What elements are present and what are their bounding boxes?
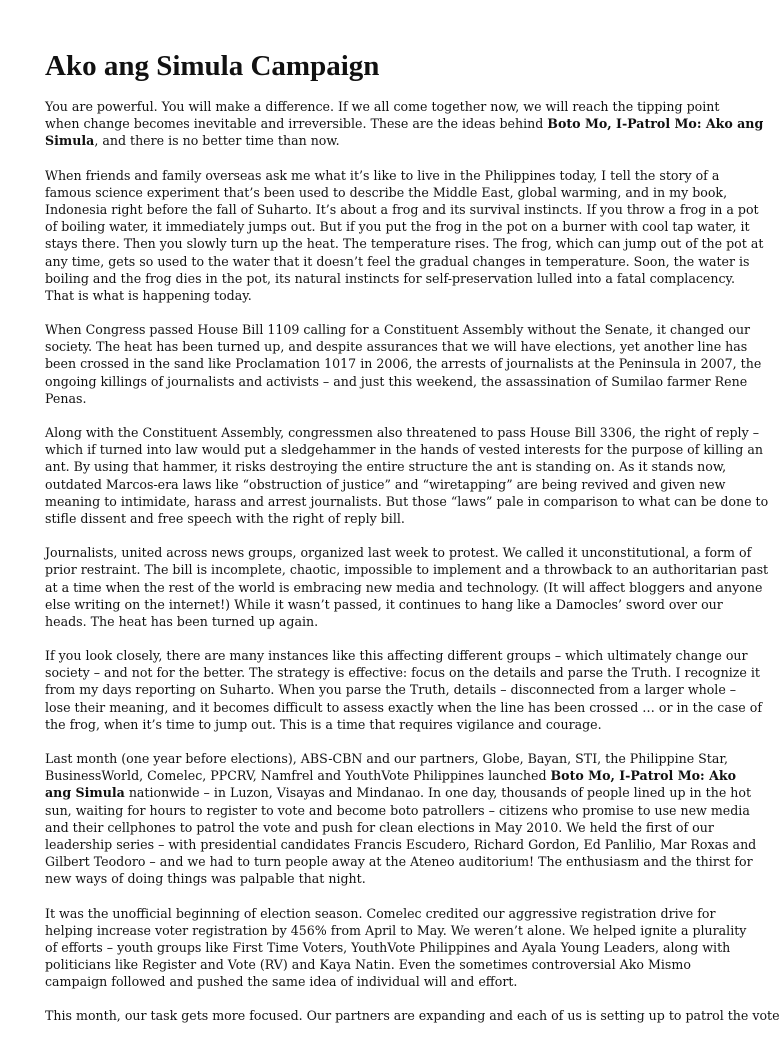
text-line xyxy=(45,836,757,853)
text-run: Penas. xyxy=(45,390,87,406)
text-run: campaign followed and pushed the same idea of individual will and effort. xyxy=(45,974,518,990)
text-line xyxy=(45,441,763,458)
text-line xyxy=(45,767,736,784)
text-line xyxy=(45,596,723,613)
text-line xyxy=(45,802,750,819)
text-line xyxy=(45,561,769,578)
text-line xyxy=(45,870,723,887)
text-run: You are powerful. You will make a difference. If we all come together now, we will reach the tipping point xyxy=(45,99,720,114)
text-run: and their cellphones to patrol the vote and push for clean elections in May 2010. We held the first of our xyxy=(45,819,714,835)
text-line xyxy=(45,784,752,801)
text-run: new ways of doing things was palpable that night. xyxy=(45,871,366,887)
text-line xyxy=(45,235,764,252)
text-line xyxy=(45,218,750,235)
text-line xyxy=(45,1007,780,1024)
text-line xyxy=(45,905,723,922)
text-run: helping increase voter registration by 456% from April to May. We weren’t alone. We helped ignite a plurality xyxy=(45,922,747,938)
text-run: the frog, when it’s time to jump out. This is a time that requires vigilance and courage. xyxy=(45,716,602,732)
text-line xyxy=(45,458,727,475)
text-line xyxy=(45,253,750,270)
text-line xyxy=(45,750,729,767)
text-run: This month, our task gets more focused. Our partners are expanding and each of us is setting up to patrol the vote xyxy=(45,1008,780,1024)
text-line xyxy=(45,681,737,698)
text-line xyxy=(45,493,769,510)
text-run: sun, waiting for hours to register to vote and become boto patrollers – citizens who promise to use new media xyxy=(45,802,750,818)
text-line xyxy=(45,647,748,664)
text-run: Last month (one year before elections), ABS-CBN and our partners, Globe, Bayan, STI, the Philippine Star, xyxy=(45,751,729,766)
text-line xyxy=(45,355,762,372)
text-line xyxy=(45,167,723,184)
paragraph xyxy=(45,647,762,733)
text-run: nationwide – in Luzon, Visayas and Mindanao. In one day, thousands of people lined up in the hot xyxy=(124,785,752,801)
text-run: meaning to intimidate, harass and arrest journalists. But those “laws” pale in comparison to what can be done to xyxy=(45,493,769,509)
text-line xyxy=(45,939,731,956)
text-run: society. The heat has been turned up, and despite assurances that we will have elections, yet another line has xyxy=(45,339,748,355)
text-run: When Congress passed House Bill 1109 calling for a Constituent Assembly without the Senate, it changed our xyxy=(45,322,751,338)
text-run: Journalists, united across news groups, organized last week to protest. We called it unconstitutional, a form of xyxy=(45,545,752,561)
text-line xyxy=(45,544,752,561)
text-line xyxy=(45,853,753,870)
text-run: Indonesia right before the fall of Suharto. It’s about a frog and its survival instincts. If you throw a frog in a pot xyxy=(45,201,759,217)
text-run: It was the unofficial beginning of election season. Comelec credited our aggressive registration drive for xyxy=(45,905,716,921)
text-run: stays there. Then you slowly turn up the heat. The temperature rises. The frog, which can jump out of the pot at xyxy=(45,236,764,252)
text-line xyxy=(45,956,723,973)
text-line xyxy=(45,270,735,287)
text-run: That is what is happening today. xyxy=(45,287,252,303)
text-run: politicians like Register and Vote (RV) and Kaya Natin. Even the sometimes controversial Ako Mismo xyxy=(45,957,691,973)
text-line xyxy=(45,321,751,338)
text-line xyxy=(45,98,723,115)
paragraph xyxy=(45,424,769,527)
text-run: lose their meaning, and it becomes difficult to assess exactly when the line has been crossed … or in the case of xyxy=(45,699,762,715)
text-line xyxy=(45,390,723,407)
text-line xyxy=(45,819,723,836)
text-run: ongoing killings of journalists and activists – and just this weekend, the assassination of Sumilao farmer Rene xyxy=(45,373,748,389)
bold-text: Simula xyxy=(45,133,95,149)
text-run: when change becomes inevitable and irreversible. These are the ideas behind xyxy=(45,116,548,132)
text-line xyxy=(45,424,759,441)
text-line xyxy=(45,287,723,304)
text-run: of efforts – youth groups like First Time Voters, YouthVote Philippines and Ayala Young Leaders, along with xyxy=(45,939,731,955)
text-line xyxy=(45,922,747,939)
text-line xyxy=(45,579,763,596)
paragraph xyxy=(45,167,764,305)
text-run: outdated Marcos-era laws like “obstruction of justice” and “wiretapping” are being revived and given new xyxy=(45,476,726,492)
text-line xyxy=(45,613,723,630)
text-run: leadership series – with presidential candidates Francis Escudero, Richard Gordon, Ed Panlilio, Mar Roxas and xyxy=(45,836,757,852)
text-line xyxy=(45,132,723,149)
paragraph xyxy=(45,905,747,991)
text-line xyxy=(45,699,762,716)
text-run: When friends and family overseas ask me what it’s like to live in the Philippines today, I tell the story of a xyxy=(45,167,720,183)
text-run: else writing on the internet!) While it wasn’t passed, it continues to hang like a Damocles’ sword over our xyxy=(45,596,723,612)
article-body xyxy=(45,98,780,1042)
text-run: heads. The heat has been turned up again. xyxy=(45,613,319,629)
text-line xyxy=(45,476,726,493)
text-run: at a time when the rest of the world is embracing new media and technology. (It will affect bloggers and anyone xyxy=(45,579,763,595)
text-run: If you look closely, there are many instances like this affecting different groups – which ultimately change our xyxy=(45,648,748,664)
text-line xyxy=(45,510,723,527)
bold-text: Boto Mo, I-Patrol Mo: Ako xyxy=(550,768,736,784)
text-run: ant. By using that hammer, it risks destroying the entire structure the ant is standing on. As it stands now, xyxy=(45,459,727,475)
text-line xyxy=(45,373,748,390)
text-line xyxy=(45,338,748,355)
text-line xyxy=(45,973,723,990)
text-run: been crossed in the sand like Proclamation 1017 in 2006, the arrests of journalists at the Peninsula in 2007, the xyxy=(45,356,762,372)
text-run: any time, gets so used to the water that it doesn’t feel the gradual changes in temperature. Soon, the water is xyxy=(45,253,750,269)
text-run: , and there is no better time than now. xyxy=(94,133,340,149)
text-line xyxy=(45,716,723,733)
text-run: from my days reporting on Suharto. When you parse the Truth, details – disconnected from a larger whole – xyxy=(45,682,737,698)
bold-text: Boto Mo, I-Patrol Mo: Ako ang xyxy=(547,116,764,132)
text-run: prior restraint. The bill is incomplete, chaotic, impossible to implement and a throwback to an authoritarian past xyxy=(45,562,769,578)
paragraph xyxy=(45,321,762,407)
paragraph xyxy=(45,750,757,888)
bold-text: ang Simula xyxy=(45,785,125,801)
text-line xyxy=(45,184,728,201)
text-line xyxy=(45,201,759,218)
text-run: boiling and the frog dies in the pot, its natural instincts for self-preservation lulled into a fatal complacency. xyxy=(45,270,735,286)
paragraph xyxy=(45,1007,780,1024)
page-title: Ako ang Simula Campaign xyxy=(45,50,380,82)
text-run: Along with the Constituent Assembly, congressmen also threatened to pass House Bill 3306, the right of reply – xyxy=(45,425,759,440)
text-run: of boiling water, it immediately jumps out. But if you put the frog in the pot on a burner with cool tap water, it xyxy=(45,219,750,235)
text-run: society – and not for the better. The strategy is effective: focus on the details and parse the Truth. I recognize it xyxy=(45,665,760,681)
text-line xyxy=(45,115,764,132)
text-run: which if turned into law would put a sledgehammer in the hands of vested interests for the purpose of killing an xyxy=(45,442,763,458)
text-run: BusinessWorld, Comelec, PPCRV, Namfrel and YouthVote Philippines launched xyxy=(45,768,551,784)
text-run: stifle dissent and free speech with the right of reply bill. xyxy=(45,510,405,526)
paragraph xyxy=(45,544,769,630)
text-run: famous science experiment that’s been used to describe the Middle East, global warming, and in my book, xyxy=(45,184,728,200)
text-run: Gilbert Teodoro – and we had to turn people away at the Ateneo auditorium! The enthusiasm and the thirst for xyxy=(45,854,753,870)
text-line xyxy=(45,664,760,681)
paragraph xyxy=(45,98,764,150)
